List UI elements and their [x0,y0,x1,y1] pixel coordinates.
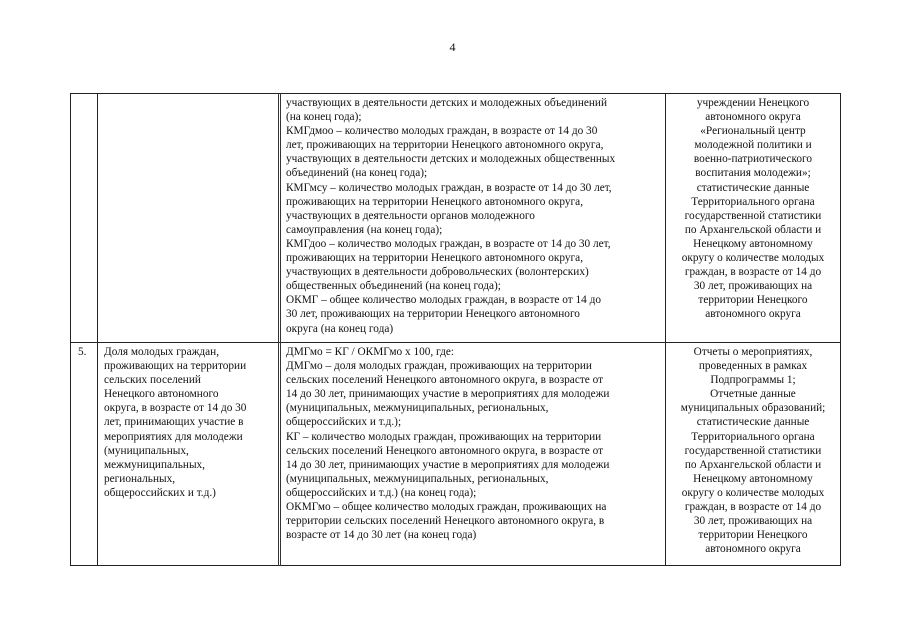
method-line: (муниципальных, межмуниципальных, региональных, [286,472,549,485]
method-line: (муниципальных, межмуниципальных, региональных, [286,402,549,415]
method-line: участвующих в деятельности добровольческих (волонтерских) [286,266,589,279]
method-line: участвующих в деятельности органов молодежного [286,209,535,222]
source-line: по Архангельской области и [684,223,822,236]
method-line: КМГдмоо – количество молодых граждан, в возрасте от 14 до 30 [286,125,598,138]
source-line: автономного округа [705,111,801,124]
method-line: сельских поселений Ненецкого автономного округа, в возрасте от [286,444,604,457]
row-divider [70,342,841,343]
source-line: учреждении Ненецкого [696,97,810,109]
method-line: объединений (на конец года); [286,167,428,180]
source-line: воспитания молодежи»; [695,167,811,180]
source-line: автономного округа [705,308,801,321]
source-line: по Архангельской области и [684,458,822,471]
table-right-border [840,93,841,566]
method-line: ДМГмо = КГ / ОКМГмо х 100, где: [286,346,455,358]
source-line: Территориального органа [691,195,815,208]
row-2-indicator [104,345,246,500]
indicator-line: мероприятиях для молодежи [104,430,243,443]
row-1-source [668,96,838,322]
source-line: Территориального органа [691,430,815,443]
source-line: 30 лет, проживающих на [693,280,813,293]
method-line: ДМГмо – доля молодых граждан, проживающих на территории [286,360,592,373]
method-line: округа (на конец года) [286,322,394,335]
method-line: (на конец года); [286,111,362,124]
source-line: территории Ненецкого [698,294,808,307]
method-line: ОКМГмо – общее количество молодых граждан, проживающих на [286,501,607,514]
indicator-line: лет, принимающих участие в [104,416,244,429]
row-2-number: 5. [78,346,87,358]
table-bottom-border [70,565,841,566]
method-line: КГ – количество молодых граждан, проживающих на территории [286,430,602,443]
page-number: 4 [449,40,456,54]
method-line: участвующих в деятельности детских и молодежных общественных [286,153,616,166]
table-left-border [70,93,71,566]
source-line: проведенных в рамках [698,360,808,373]
method-line: общероссийских и т.д.); [286,416,402,429]
source-line: Ненецкому автономному [693,237,813,250]
source-line: государственной статистики [684,209,822,222]
source-line: муниципальных образований; [680,402,826,415]
source-line: молодежной политики и [694,139,812,152]
row-2-source [668,345,838,556]
source-line: 30 лет, проживающих на [693,515,813,528]
source-line: статистические данные [696,416,810,429]
source-line: военно-патриотического [693,153,813,166]
row-2-method [286,345,609,542]
method-line: возрасте от 14 до 30 лет (на конец года) [286,529,477,542]
method-line: сельских поселений Ненецкого автономного округа, в возрасте от [286,374,604,387]
method-line: 30 лет, проживающих на территории Ненецкого автономного [286,308,580,321]
source-line: Отчетные данные [710,388,796,401]
method-line: 14 до 30 лет, принимающих участие в мероприятиях для молодежи [286,458,610,471]
source-line: Подпрограммы 1; [710,374,796,387]
table-top-border [70,93,841,94]
method-line: самоуправления (на конец года); [286,223,443,236]
indicator-line: Доля молодых граждан, [104,346,220,358]
source-line: статистические данные [696,181,810,194]
method-line: КМГмсу – количество молодых граждан, в возрасте от 14 до 30 лет, [286,181,612,194]
column-divider-1 [97,93,98,566]
column-divider-3 [665,93,666,566]
source-line: автономного округа [705,543,801,556]
method-line: проживающих на территории Ненецкого автономного округа, [286,252,584,265]
indicator-line: общероссийских и т.д.) [104,486,216,499]
indicator-line: межмуниципальных, [104,458,206,471]
source-line: округу о количестве молодых [681,486,825,499]
indicator-line: Ненецкого автономного [104,388,219,401]
method-line: общественных объединений (на конец года); [286,280,501,293]
method-line: 14 до 30 лет, принимающих участие в мероприятиях для молодежи [286,388,610,401]
source-line: граждан, в возрасте от 14 до [684,501,822,514]
column-divider-2 [278,93,281,566]
method-line: общероссийских и т.д.) (на конец года); [286,486,477,499]
source-line: территории Ненецкого [698,529,808,542]
method-line: участвующих в деятельности детских и молодежных объединений [286,97,608,109]
method-line: проживающих на территории Ненецкого автономного округа, [286,195,584,208]
method-line: КМГдоо – количество молодых граждан, в возрасте от 14 до 30 лет, [286,237,611,250]
source-line: округу о количестве молодых [681,252,825,265]
method-line: лет, проживающих на территории Ненецкого автономного округа, [286,139,604,152]
source-line: Ненецкому автономному [693,472,813,485]
indicator-line: региональных, [104,472,176,485]
indicator-line: проживающих на территории [104,360,247,373]
source-line: государственной статистики [684,444,822,457]
method-line: ОКМГ – общее количество молодых граждан, в возрасте от 14 до [286,294,601,307]
method-line: территории сельских поселений Ненецкого автономного округа, в [286,515,605,528]
indicator-line: (муниципальных, [104,444,189,457]
indicator-line: сельских поселений [104,374,201,387]
indicator-line: округа, в возрасте от 14 до 30 [104,402,247,415]
row-1-method [286,96,615,336]
source-line: «Региональный центр [700,125,806,138]
source-line: Отчеты о мероприятиях, [693,346,813,358]
source-line: граждан, в возрасте от 14 до [684,266,822,279]
